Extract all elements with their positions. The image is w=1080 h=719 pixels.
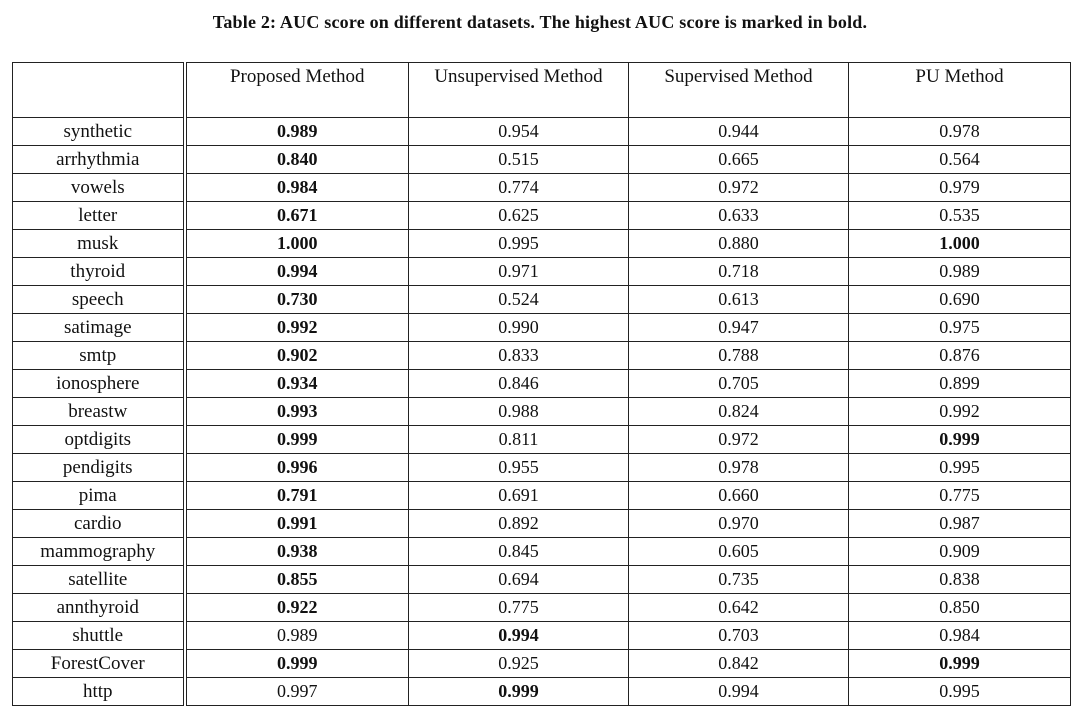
supervised-method-score-cell: 0.972 [629, 426, 849, 454]
pu-method-score-cell: 0.775 [849, 482, 1071, 510]
header-row [13, 63, 1071, 118]
proposed-method-score-cell: 0.840 [185, 146, 409, 174]
proposed-method-score-cell: 0.902 [185, 342, 409, 370]
pu-method-score-cell: 0.979 [849, 174, 1071, 202]
proposed-method-score-cell: 0.730 [185, 286, 409, 314]
proposed-method-score-cell: 0.934 [185, 370, 409, 398]
proposed-method-score-cell: 1.000 [185, 230, 409, 258]
header-pu-method: PU Method [849, 63, 1071, 118]
table-row [13, 538, 1071, 566]
table-row [13, 146, 1071, 174]
unsupervised-method-score-cell: 0.691 [409, 482, 629, 510]
table-row [13, 454, 1071, 482]
dataset-name-cell: breastw [13, 398, 185, 426]
proposed-method-score-cell: 0.922 [185, 594, 409, 622]
unsupervised-method-score-cell: 0.845 [409, 538, 629, 566]
supervised-method-score-cell: 0.978 [629, 454, 849, 482]
unsupervised-method-score-cell: 0.774 [409, 174, 629, 202]
unsupervised-method-score-cell: 0.524 [409, 286, 629, 314]
table-row [13, 510, 1071, 538]
proposed-method-score-cell: 0.994 [185, 258, 409, 286]
dataset-name-cell: speech [13, 286, 185, 314]
proposed-method-score-cell: 0.938 [185, 538, 409, 566]
proposed-method-score-cell: 0.791 [185, 482, 409, 510]
proposed-method-score-cell: 0.999 [185, 426, 409, 454]
dataset-name-cell: http [13, 678, 185, 706]
table-row [13, 426, 1071, 454]
dataset-name-cell: pendigits [13, 454, 185, 482]
supervised-method-score-cell: 0.788 [629, 342, 849, 370]
dataset-name-cell: annthyroid [13, 594, 185, 622]
dataset-name-cell: satimage [13, 314, 185, 342]
proposed-method-score-cell: 0.984 [185, 174, 409, 202]
dataset-name-cell: smtp [13, 342, 185, 370]
table-row [13, 258, 1071, 286]
proposed-method-score-cell: 0.989 [185, 118, 409, 146]
pu-method-score-cell: 0.995 [849, 678, 1071, 706]
dataset-name-cell: pima [13, 482, 185, 510]
dataset-name-cell: cardio [13, 510, 185, 538]
table-row [13, 314, 1071, 342]
dataset-name-cell: arrhythmia [13, 146, 185, 174]
supervised-method-score-cell: 0.972 [629, 174, 849, 202]
table-row [13, 230, 1071, 258]
pu-method-score-cell: 0.999 [849, 650, 1071, 678]
pu-method-score-cell: 0.535 [849, 202, 1071, 230]
pu-method-score-cell: 0.978 [849, 118, 1071, 146]
table-row [13, 482, 1071, 510]
table-row [13, 398, 1071, 426]
pu-method-score-cell: 0.564 [849, 146, 1071, 174]
unsupervised-method-score-cell: 0.971 [409, 258, 629, 286]
pu-method-score-cell: 0.690 [849, 286, 1071, 314]
supervised-method-score-cell: 0.642 [629, 594, 849, 622]
supervised-method-score-cell: 0.944 [629, 118, 849, 146]
unsupervised-method-score-cell: 0.994 [409, 622, 629, 650]
unsupervised-method-score-cell: 0.846 [409, 370, 629, 398]
proposed-method-score-cell: 0.989 [185, 622, 409, 650]
proposed-method-score-cell: 0.992 [185, 314, 409, 342]
supervised-method-score-cell: 0.735 [629, 566, 849, 594]
pu-method-score-cell: 0.876 [849, 342, 1071, 370]
unsupervised-method-score-cell: 0.955 [409, 454, 629, 482]
supervised-method-score-cell: 0.660 [629, 482, 849, 510]
supervised-method-score-cell: 0.633 [629, 202, 849, 230]
unsupervised-method-score-cell: 0.999 [409, 678, 629, 706]
supervised-method-score-cell: 0.970 [629, 510, 849, 538]
pu-method-score-cell: 0.838 [849, 566, 1071, 594]
supervised-method-score-cell: 0.703 [629, 622, 849, 650]
table-body [13, 118, 1071, 706]
unsupervised-method-score-cell: 0.925 [409, 650, 629, 678]
table-row [13, 342, 1071, 370]
dataset-name-cell: shuttle [13, 622, 185, 650]
table-row [13, 174, 1071, 202]
table-row [13, 566, 1071, 594]
unsupervised-method-score-cell: 0.892 [409, 510, 629, 538]
dataset-name-cell: mammography [13, 538, 185, 566]
dataset-name-cell: synthetic [13, 118, 185, 146]
pu-method-score-cell: 0.987 [849, 510, 1071, 538]
unsupervised-method-score-cell: 0.954 [409, 118, 629, 146]
pu-method-score-cell: 0.850 [849, 594, 1071, 622]
supervised-method-score-cell: 0.842 [629, 650, 849, 678]
table-row [13, 678, 1071, 706]
supervised-method-score-cell: 0.880 [629, 230, 849, 258]
table-row [13, 622, 1071, 650]
pu-method-score-cell: 0.999 [849, 426, 1071, 454]
unsupervised-method-score-cell: 0.988 [409, 398, 629, 426]
header-proposed-method: Proposed Method [185, 63, 409, 118]
table-row [13, 286, 1071, 314]
pu-method-score-cell: 0.909 [849, 538, 1071, 566]
header-supervised-method: Supervised Method [629, 63, 849, 118]
header-unsupervised-method: Unsupervised Method [409, 63, 629, 118]
supervised-method-score-cell: 0.824 [629, 398, 849, 426]
unsupervised-method-score-cell: 0.811 [409, 426, 629, 454]
proposed-method-score-cell: 0.993 [185, 398, 409, 426]
supervised-method-score-cell: 0.947 [629, 314, 849, 342]
table-row [13, 650, 1071, 678]
unsupervised-method-score-cell: 0.990 [409, 314, 629, 342]
proposed-method-score-cell: 0.855 [185, 566, 409, 594]
unsupervised-method-score-cell: 0.775 [409, 594, 629, 622]
table-row [13, 202, 1071, 230]
pu-method-score-cell: 0.899 [849, 370, 1071, 398]
pu-method-score-cell: 0.992 [849, 398, 1071, 426]
dataset-name-cell: letter [13, 202, 185, 230]
proposed-method-score-cell: 0.999 [185, 650, 409, 678]
pu-method-score-cell: 0.975 [849, 314, 1071, 342]
table-row [13, 594, 1071, 622]
unsupervised-method-score-cell: 0.694 [409, 566, 629, 594]
dataset-name-cell: musk [13, 230, 185, 258]
unsupervised-method-score-cell: 0.515 [409, 146, 629, 174]
table-row [13, 370, 1071, 398]
dataset-name-cell: ionosphere [13, 370, 185, 398]
table-caption: Table 2: AUC score on different datasets. The highest AUC score is marked in bold. [212, 12, 868, 32]
proposed-method-score-cell: 0.991 [185, 510, 409, 538]
unsupervised-method-score-cell: 0.625 [409, 202, 629, 230]
proposed-method-score-cell: 0.997 [185, 678, 409, 706]
dataset-name-cell: ForestCover [13, 650, 185, 678]
auc-table [12, 62, 1071, 706]
supervised-method-score-cell: 0.994 [629, 678, 849, 706]
dataset-name-cell: vowels [13, 174, 185, 202]
pu-method-score-cell: 0.984 [849, 622, 1071, 650]
proposed-method-score-cell: 0.996 [185, 454, 409, 482]
supervised-method-score-cell: 0.705 [629, 370, 849, 398]
dataset-name-cell: optdigits [13, 426, 185, 454]
supervised-method-score-cell: 0.665 [629, 146, 849, 174]
table-row [13, 118, 1071, 146]
header-dataset [13, 63, 185, 118]
dataset-name-cell: thyroid [13, 258, 185, 286]
supervised-method-score-cell: 0.605 [629, 538, 849, 566]
pu-method-score-cell: 0.995 [849, 454, 1071, 482]
unsupervised-method-score-cell: 0.995 [409, 230, 629, 258]
pu-method-score-cell: 0.989 [849, 258, 1071, 286]
pu-method-score-cell: 1.000 [849, 230, 1071, 258]
proposed-method-score-cell: 0.671 [185, 202, 409, 230]
supervised-method-score-cell: 0.718 [629, 258, 849, 286]
dataset-name-cell: satellite [13, 566, 185, 594]
supervised-method-score-cell: 0.613 [629, 286, 849, 314]
unsupervised-method-score-cell: 0.833 [409, 342, 629, 370]
